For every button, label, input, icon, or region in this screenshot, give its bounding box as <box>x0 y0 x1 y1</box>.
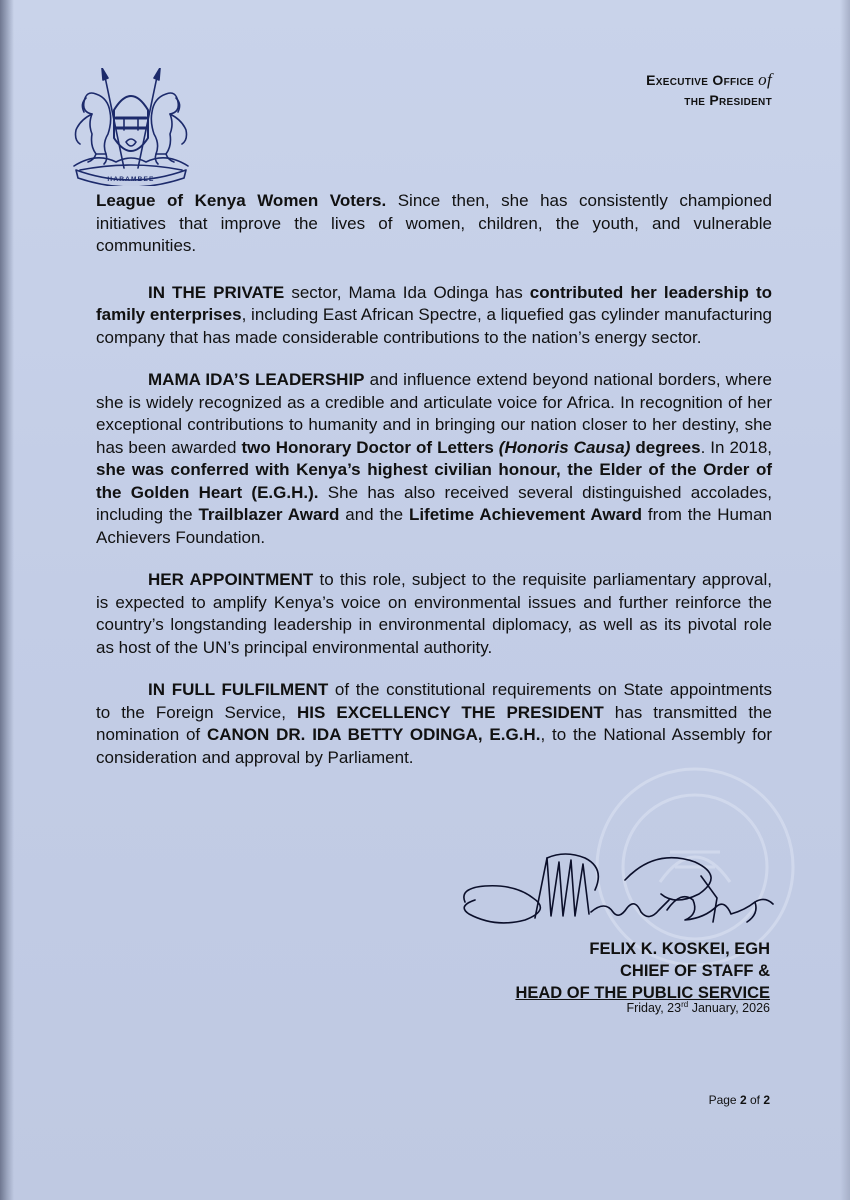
signatory-title-2: HEAD OF THE PUBLIC SERVICE <box>515 984 770 1002</box>
letter-body <box>96 190 772 789</box>
letterhead-office <box>646 70 772 110</box>
letterhead-line-1: Executive Office of <box>646 70 772 89</box>
coat-of-arms-emblem <box>66 68 196 186</box>
paragraph-league: League of Kenya Women Voters. Since then, she has consistently championed initiatives that improve the lives of women, children, the youth, and vulnerable communities. <box>96 191 772 255</box>
paragraph-private-sector: IN THE PRIVATE sector, Mama Ida Odinga has contributed her leadership to family enterprises, including East African Spectre, a liquefied gas cylinder manufacturing company that has made considerable contributions to the nation’s energy sector. <box>96 282 773 347</box>
scan-left-edge <box>0 0 14 1200</box>
scan-right-edge <box>840 0 850 1200</box>
emblem-motto: HARAMBEE <box>107 176 155 183</box>
paragraph-fulfilment: IN FULL FULFILMENT of the constitutional requirements on State appointments to the Foreign Service, HIS EXCELLENCY THE PRESIDENT has transmitted the nomination of CANON DR. IDA BETTY ODINGA, E.G.H., to the National Assembly for consideration and approval by Parliament. <box>96 680 772 767</box>
letterhead-line-2: the President <box>684 92 772 108</box>
signature <box>455 840 785 950</box>
signatory-title-1: CHIEF OF STAFF & <box>619 962 770 980</box>
signatory-block <box>515 938 770 1004</box>
letter-date: Friday, 23rd January, 2026 <box>626 1000 770 1016</box>
page-number: Page 2 of 2 <box>708 1093 770 1107</box>
paragraph-leadership: MAMA IDA’S LEADERSHIP and influence extend beyond national borders, where she is widely recognized as a credible and articulate voice for Africa. In recognition of her exceptional contributions to humanity and in bringing our nation closer to her destiny, she has been awarded two Honorary Doctor of Letters (Honoris Causa) degrees. In 2018, she was conferred with Kenya’s highest civilian honour, the Elder of the Order of the Golden Heart (E.G.H.). She has also received several distinguished accolades, including the Trailblazer Award and the Lifetime Achievement Award from the Human Achievers Foundation. <box>96 370 773 547</box>
paragraph-appointment: HER APPOINTMENT to this role, subject to the requisite parliamentary approval, is expected to amplify Kenya’s voice on environmental issues and further reinforce the country’s longstanding leadership in environmental diplomacy, as well as its pivotal role as host of the UN’s principal environmental authority. <box>96 570 772 657</box>
signatory-name: FELIX K. KOSKEI, EGH <box>589 940 770 958</box>
